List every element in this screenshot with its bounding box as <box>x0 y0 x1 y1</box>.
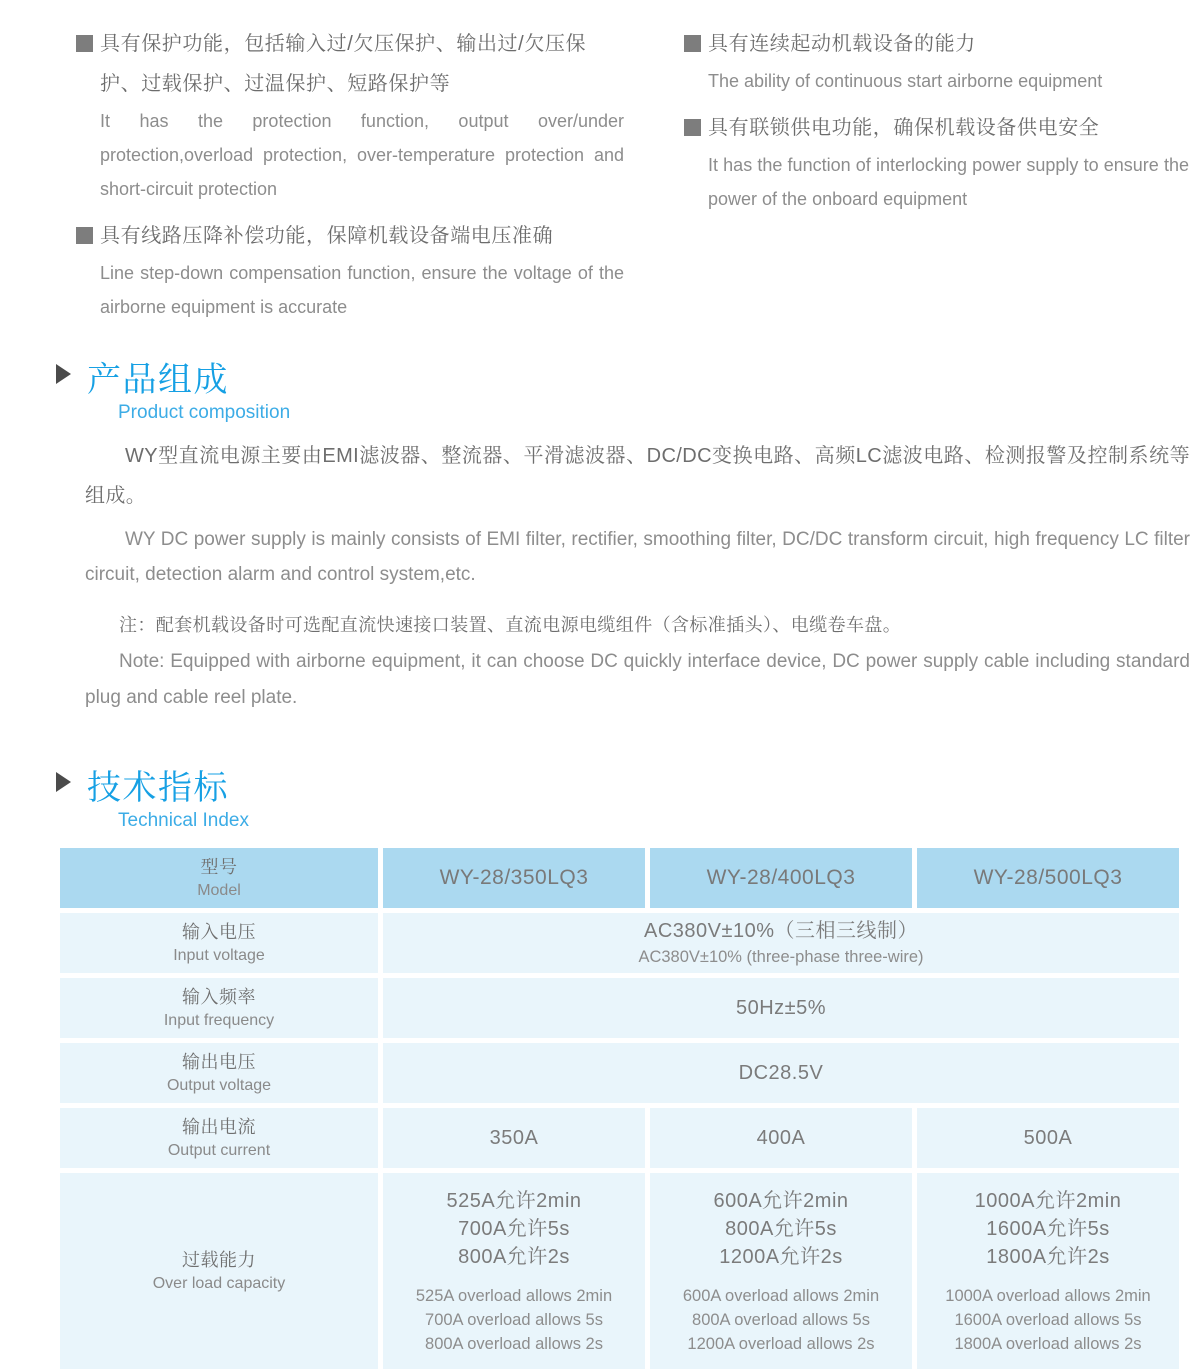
table-cell-output-current-3: 500A <box>917 1108 1179 1168</box>
feature-list <box>0 0 1195 324</box>
feature-text-zh: 具有联锁供电功能，确保机载设备供电安全 <box>708 117 1100 139</box>
list-item <box>684 108 1189 216</box>
feature-column-left <box>76 24 624 324</box>
table-cell-overload-1: 525A允许2min 700A允许5s 800A允许2s 525A overload allows 2min 700A overload allows 5s 800A overload allows 2s <box>383 1173 645 1369</box>
table-row-label-overload-capacity: 过载能力 Over load capacity <box>60 1173 378 1369</box>
section-arrow-icon <box>56 364 71 384</box>
section-title-zh: 技术指标 <box>87 769 229 807</box>
table-cell-output-current-2: 400A <box>650 1108 912 1168</box>
composition-body <box>0 424 1195 716</box>
table-cell-input-frequency: 50Hz±5% <box>383 978 1179 1038</box>
list-item <box>76 24 624 206</box>
bullet-square-icon <box>684 119 701 136</box>
section-technical-index <box>0 760 1195 832</box>
section-arrow-icon <box>56 772 71 792</box>
spec-table <box>60 848 1179 1369</box>
composition-note-zh: 注：配套机载设备时可选配直流快速接口装置、直流电源电缆组件（含标准插头）、电缆卷车盘。 <box>119 615 902 635</box>
feature-text-en: Line step-down compensation function, ensure the voltage of the airborne equipment is accurate <box>100 263 624 317</box>
section-title-en: Product composition <box>118 402 291 423</box>
feature-text-zh: 具有连续起动机载设备的能力 <box>708 33 976 55</box>
table-row-label-input-frequency: 输入频率 Input frequency <box>60 978 378 1038</box>
composition-paragraph-zh: WY型直流电源主要由EMI滤波器、整流器、平滑滤波器、DC/DC变换电路、高频LC滤波电路、检测报警及控制系统等组成。 <box>85 445 1190 507</box>
table-row-label-input-voltage: 输入电压 Input voltage <box>60 913 378 973</box>
list-item <box>684 24 1189 98</box>
section-product-composition <box>0 352 1195 424</box>
list-item <box>76 216 624 324</box>
bullet-square-icon <box>76 35 93 52</box>
feature-text-en: It has the function of interlocking power supply to ensure the power of the onboard equipment <box>708 155 1189 209</box>
table-cell-overload-2: 600A允许2min 800A允许5s 1200A允许2s 600A overload allows 2min 800A overload allows 5s 1200A overload allows 2s <box>650 1173 912 1369</box>
table-header-model-2: WY-28/400LQ3 <box>650 848 912 908</box>
table-header-model-3: WY-28/500LQ3 <box>917 848 1179 908</box>
table-row-label-output-voltage: 输出电压 Output voltage <box>60 1043 378 1103</box>
section-title-zh: 产品组成 <box>87 361 229 399</box>
feature-column-right <box>684 24 1189 324</box>
section-title-en: Technical Index <box>118 810 249 831</box>
table-cell-output-voltage: DC28.5V <box>383 1043 1179 1103</box>
table-cell-output-current-1: 350A <box>383 1108 645 1168</box>
feature-text-zh: 具有保护功能，包括输入过/欠压保护、输出过/欠压保护、过载保护、过温保护、短路保护等 <box>100 33 587 95</box>
table-cell-overload-3: 1000A允许2min 1600A允许5s 1800A允许2s 1000A overload allows 2min 1600A overload allows 5s 1800A overload allows 2s <box>917 1173 1179 1369</box>
table-header-model-1: WY-28/350LQ3 <box>383 848 645 908</box>
feature-text-en: The ability of continuous start airborne equipment <box>708 71 1103 91</box>
bullet-square-icon <box>684 35 701 52</box>
bullet-square-icon <box>76 227 93 244</box>
feature-text-zh: 具有线路压降补偿功能，保障机载设备端电压准确 <box>100 225 554 247</box>
feature-text-en: It has the protection function, output over/under protection,overload protection, over-temperature protection and short-circuit protection <box>100 111 624 199</box>
table-header-model-label: 型号 Model <box>60 848 378 908</box>
composition-paragraph-en: WY DC power supply is mainly consists of EMI filter, rectifier, smoothing filter, DC/DC transform circuit, high frequency LC filter circuit, detection alarm and control system,etc. <box>85 529 1190 585</box>
table-cell-input-voltage: AC380V±10%（三相三线制） AC380V±10% (three-phase three-wire) <box>383 913 1179 973</box>
composition-note-en: Note: Equipped with airborne equipment, it can choose DC quickly interface device, DC power supply cable including standard plug and cable reel plate. <box>85 651 1190 708</box>
table-row-label-output-current: 输出电流 Output current <box>60 1108 378 1168</box>
